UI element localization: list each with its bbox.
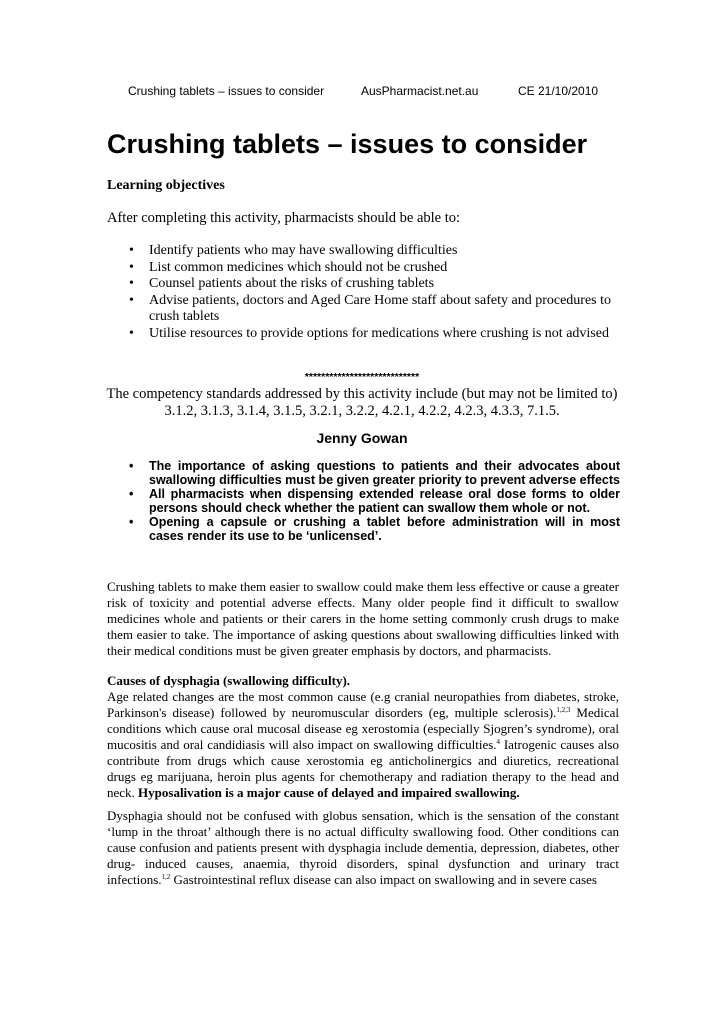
reference-marker: 1,2,3 bbox=[556, 706, 571, 714]
causes-section bbox=[107, 673, 619, 801]
list-item bbox=[107, 326, 627, 343]
causes-emphasis: Hyposalivation is a major cause of delayed and impaired swallowing. bbox=[138, 785, 520, 800]
globus-text-a: Dysphagia should not be confused with globus sensation, which is the sensation of the constant ‘lump in the throat’ although there is no actual difficulty swallowing food. Other conditions can cause confusion and patients present with dysphagia include dementia, depression, diabetes, other drug- induced causes, anaemia, thyroid disorders, spinal dysfunction and urinary tract infections. bbox=[107, 808, 619, 887]
separator: **************************** bbox=[304, 371, 420, 383]
reference-marker: 1,2 bbox=[161, 873, 171, 881]
learning-objectives-heading: Learning objectives bbox=[107, 178, 225, 193]
bullet-icon: • bbox=[129, 276, 134, 291]
list-item bbox=[107, 515, 620, 543]
bullet-icon: • bbox=[129, 459, 134, 473]
list-item bbox=[107, 459, 620, 487]
bullet-icon: • bbox=[129, 259, 134, 275]
causes-heading: Causes of dysphagia (swallowing difficulty). bbox=[107, 673, 351, 688]
globus-text-b: Gastrointestinal reflux disease can also impact on swallowing and in severe cases bbox=[170, 872, 597, 887]
author-name: Jenny Gowan bbox=[316, 430, 408, 446]
page-title: Crushing tablets – issues to consider bbox=[107, 129, 588, 159]
bullet-icon: • bbox=[129, 325, 134, 341]
key-point-text: Opening a capsule or crushing a tablet before administration will in most cases render its use to be ‘unlicensed’. bbox=[149, 515, 620, 543]
list-item bbox=[107, 276, 627, 293]
list-item bbox=[107, 487, 620, 515]
objectives-list bbox=[107, 243, 627, 342]
key-points-list bbox=[107, 459, 620, 543]
header-site: AusPharmacist.net.au bbox=[361, 84, 479, 98]
page-header bbox=[128, 84, 608, 100]
list-item bbox=[107, 243, 627, 260]
competency-line-1: The competency standards addressed by this activity include (but may not be limited to) bbox=[106, 386, 618, 402]
header-date: CE 21/10/2010 bbox=[518, 84, 599, 98]
causes-paragraph bbox=[107, 689, 619, 801]
key-point-text: All pharmacists when dispensing extended release oral dose forms to older persons should check whether the patient can swallow them whole or not. bbox=[149, 487, 620, 515]
bullet-icon: • bbox=[129, 487, 134, 501]
objective-text: List common medicines which should not be crushed bbox=[149, 259, 448, 275]
competency-line-2: 3.1.2, 3.1.3, 3.1.4, 3.1.5, 3.2.1, 3.2.2, 4.2.1, 4.2.2, 4.2.3, 4.3.3, 7.1.5. bbox=[164, 402, 560, 419]
competency-standards bbox=[60, 386, 664, 419]
learning-intro: After completing this activity, pharmacists should be able to: bbox=[107, 210, 461, 226]
causes-text-b: Medical conditions which cause oral mucosal disease eg xerostomia (especially Sjogren’s syndrome), oral mucositis and oral candidiasis will also impact on swallowing difficulties. bbox=[107, 705, 620, 752]
bullet-icon: • bbox=[129, 292, 134, 308]
list-item bbox=[107, 293, 627, 326]
objective-text: Counsel patients about the risks of crushing tablets bbox=[149, 276, 435, 291]
list-item bbox=[107, 260, 627, 277]
key-point-text: The importance of asking questions to patients and their advocates about swallowing difficulties must be given greater priority to prevent adverse effects bbox=[149, 459, 620, 487]
bullet-icon: • bbox=[129, 515, 134, 529]
header-title: Crushing tablets – issues to consider bbox=[128, 84, 325, 98]
intro-paragraph: Crushing tablets to make them easier to swallow could make them less effective or cause a greater risk of toxicity and potential adverse effects. Many older people find it difficult to swallow medicines whole and patients or their carers in the home setting commonly crush drugs to make them easier to take. The importance of asking questions about swallowing difficulties linked with their medical conditions must be given greater emphasis by doctors, and pharmacists. bbox=[107, 579, 619, 658]
reference-marker: 4 bbox=[496, 738, 501, 746]
bullet-icon: • bbox=[129, 243, 134, 258]
objective-text: Utilise resources to provide options for medications where crushing is not advised bbox=[149, 325, 609, 341]
causes-text-c: Iatrogenic causes also contribute from drugs which cause xerostomia eg anticholinergics and diuretics, recreational drugs eg marijuana, heroin plus agents for chemotherapy and radiation therapy to the head and neck. bbox=[107, 737, 619, 800]
objective-text: Advise patients, doctors and Aged Care Home staff about safety and procedures to crush tablets bbox=[149, 292, 611, 324]
globus-paragraph bbox=[107, 808, 619, 888]
objective-text: Identify patients who may have swallowing difficulties bbox=[149, 243, 458, 258]
causes-text-a: Age related changes are the most common cause (e.g cranial neuropathies from diabetes, stroke, Parkinson's disease) followed by neuromuscular disorders (eg, multiple sclerosis). bbox=[107, 689, 619, 720]
